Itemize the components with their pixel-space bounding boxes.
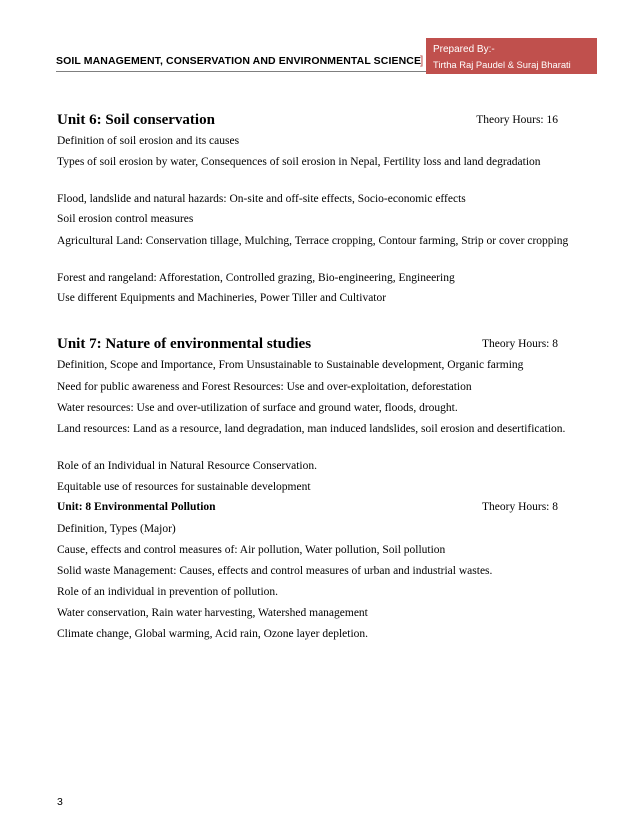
unit6-item: Types of soil erosion by water, Consequences of soil erosion in Nepal, Fertility loss and land degradation bbox=[57, 156, 541, 168]
unit8-item: Cause, effects and control measures of: Air pollution, Water pollution, Soil pollution bbox=[57, 544, 446, 556]
unit8-hours: Theory Hours: 8 bbox=[481, 501, 558, 513]
unit8-item: Role of an individual in prevention of pollution. bbox=[57, 586, 279, 598]
unit8-item: Definition, Types (Major) bbox=[57, 523, 176, 535]
unit6-item: Agricultural Land: Conservation tillage, Mulching, Terrace cropping, Contour farming, Strip or cover cropping bbox=[57, 235, 569, 247]
unit6-item: Flood, landslide and natural hazards: On-site and off-site effects, Socio-economic effects bbox=[57, 193, 466, 205]
unit8-item: Water conservation, Rain water harvesting, Watershed management bbox=[57, 607, 368, 619]
unit6-item: Use different Equipments and Machineries, Power Tiller and Cultivator bbox=[57, 292, 387, 304]
unit8-item: Solid waste Management: Causes, effects and control measures of urban and industrial wastes. bbox=[57, 565, 493, 577]
unit6-title: Unit 6: Soil conservation bbox=[57, 112, 215, 128]
unit7-item: Role of an Individual in Natural Resource Conservation. bbox=[57, 460, 317, 472]
unit7-item: Equitable use of resources for sustainable development bbox=[57, 481, 311, 493]
unit8-item: Climate change, Global warming, Acid rain, Ozone layer depletion. bbox=[57, 628, 369, 640]
authors-label: Tirtha Raj Paudel & Suraj Bharati bbox=[433, 59, 571, 70]
prepared-by-label: Prepared By:- bbox=[433, 44, 495, 55]
unit6-item: Definition of soil erosion and its causes bbox=[57, 135, 240, 147]
unit7-item: Water resources: Use and over-utilization of surface and ground water, floods, drought. bbox=[57, 402, 458, 414]
unit7-item: Need for public awareness and Forest Resources: Use and over-exploitation, deforestation bbox=[57, 381, 472, 393]
unit7-title: Unit 7: Nature of environmental studies bbox=[57, 336, 312, 352]
header-bracket: ] bbox=[420, 53, 424, 67]
prepared-by-box bbox=[426, 38, 597, 74]
header-title: SOIL MANAGEMENT, CONSERVATION AND ENVIRONMENTAL SCIENCE bbox=[56, 55, 422, 67]
unit6-hours: Theory Hours: 16 bbox=[476, 114, 558, 126]
unit6-item: Forest and rangeland: Afforestation, Controlled grazing, Bio-engineering, Engineering bbox=[57, 272, 455, 284]
unit7-hours: Theory Hours: 8 bbox=[481, 338, 558, 350]
unit7-item: Land resources: Land as a resource, land degradation, man induced landslides, soil erosion and desertification. bbox=[57, 423, 566, 435]
unit6-item: Soil erosion control measures bbox=[57, 213, 194, 225]
header-rule bbox=[56, 71, 430, 72]
page-number: 3 bbox=[57, 796, 63, 808]
unit8-title: Unit: 8 Environmental Pollution bbox=[57, 501, 216, 513]
unit7-item: Definition, Scope and Importance, From Unsustainable to Sustainable development, Organic farming bbox=[57, 359, 524, 371]
